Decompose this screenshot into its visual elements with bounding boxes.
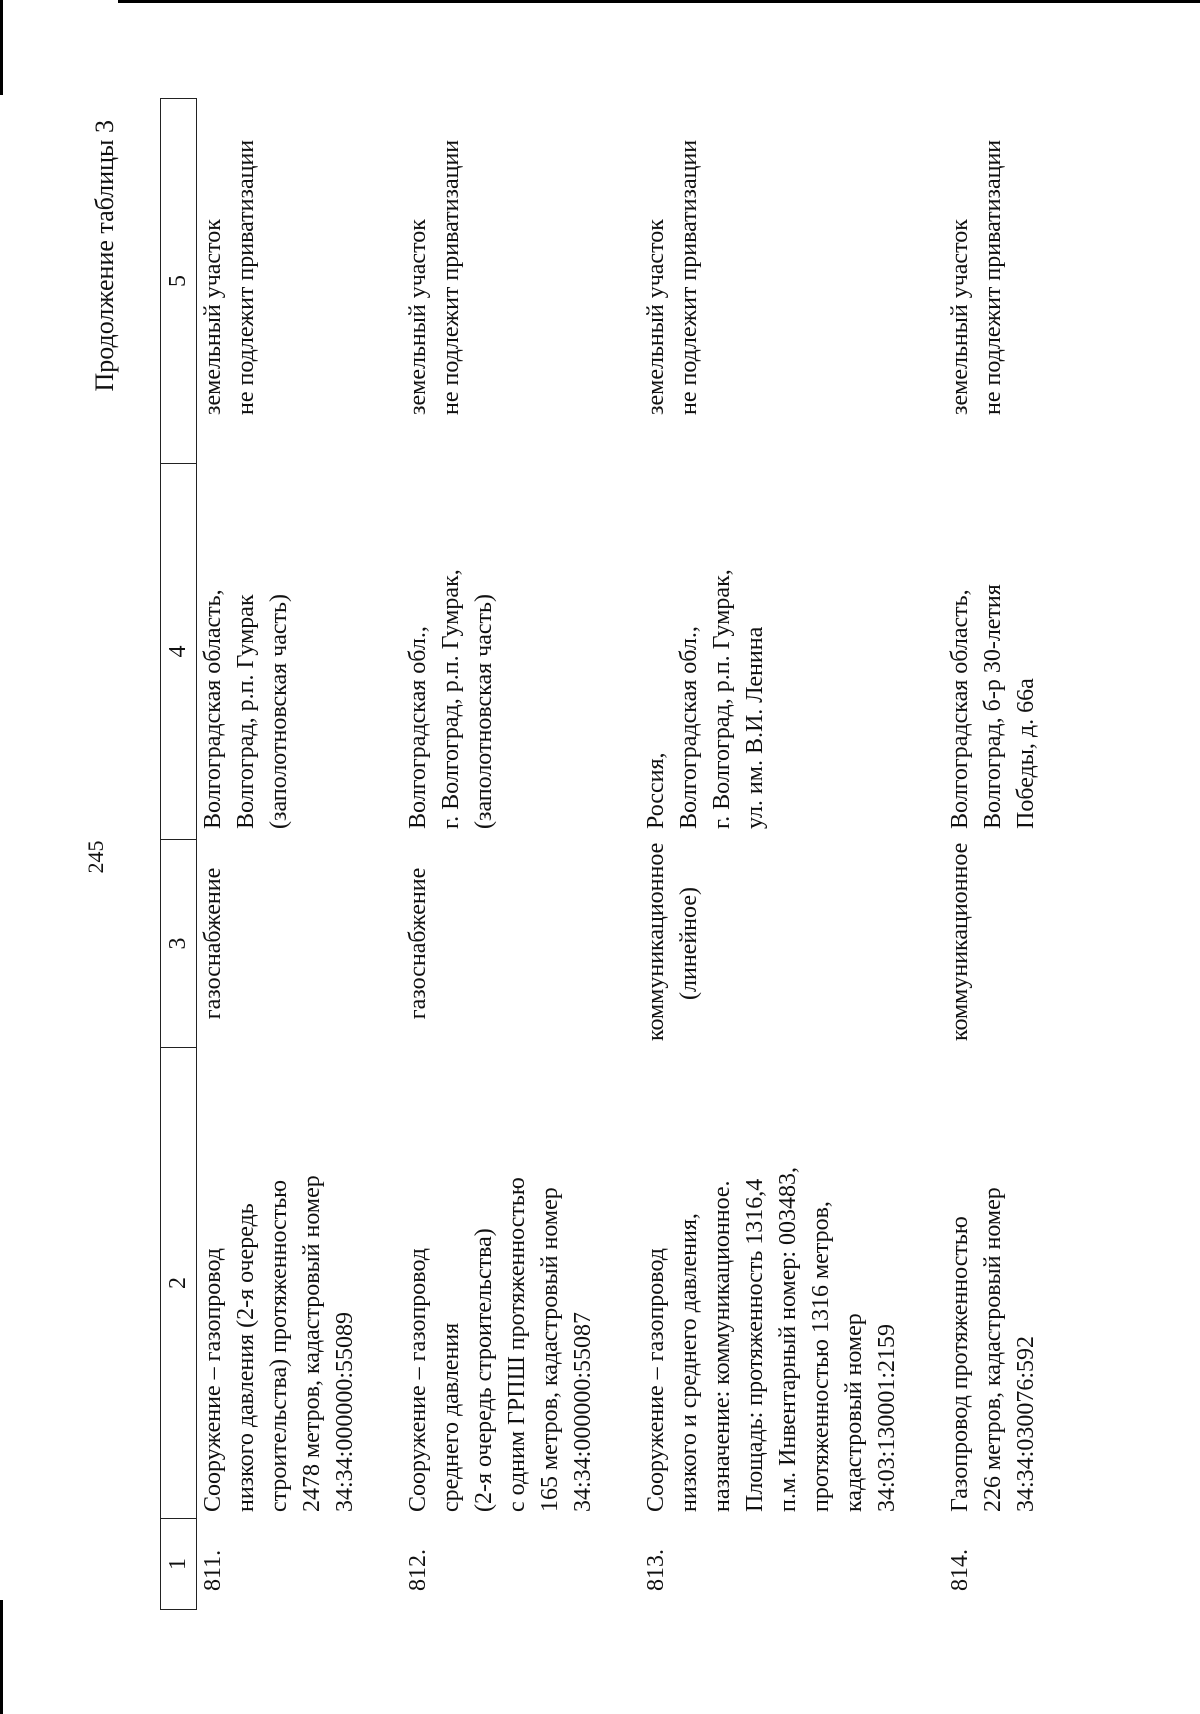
table-continuation-title: Продолжение таблицы 3 (90, 120, 119, 392)
column-header-4: 4 (161, 464, 197, 840)
object-address: Волгоградская область, Волгоград, р.п. Гумрак (заполотновская часть) (200, 589, 292, 829)
object-address: Волгоградская область, Волгоград, б-р 30-летия Победы, д. 66а (947, 584, 1039, 829)
object-note: земельный участок не подлежит приватизации (643, 139, 702, 415)
object-note: земельный участок не подлежит приватизации (947, 139, 1006, 415)
property-table (160, 98, 1083, 1610)
table-row (402, 99, 640, 1610)
object-note: земельный участок не подлежит приватизации (405, 139, 464, 415)
object-name: Сооружение – газопровод среднего давления (2-я очередь строительства) с одним ГРПШ протяженностью 165 метров, кадастровый номер 34:34:000000:55087 (405, 1177, 596, 1512)
object-purpose: газоснабжение (200, 867, 226, 1020)
object-address: Волгоградская обл., г. Волгоград, р.п. Гумрак, (заполотновская часть) (405, 569, 497, 829)
object-purpose: газоснабжение (405, 867, 431, 1020)
table-header-row (161, 99, 197, 1610)
column-header-3: 3 (161, 840, 197, 1048)
object-name: Сооружение – газопровод низкого давления (2-я очередь строительства) протяженностью 2478 метров, кадастровый номер 34:34:000000:55089 (200, 1175, 358, 1512)
row-number: 813. (643, 1549, 669, 1591)
row-number: 812. (405, 1549, 431, 1591)
object-name: Газопровод протяженностью 226 метров, кадастровый номер 34:34:030076:592 (947, 1187, 1039, 1512)
object-purpose: коммуникационное (линейное) (643, 842, 702, 1041)
table-row (944, 99, 1083, 1610)
object-name: Сооружение – газопровод низкого и среднего давления, назначение: коммуникационное. Площадь: протяженность 1316,4 п.м. Инвентарный номер: 003483, протяженностью 1316 метров, кадастровый номер 34:03:130001:2159 (643, 1166, 900, 1512)
object-purpose: коммуникационное (947, 842, 973, 1041)
row-number: 811. (200, 1549, 226, 1591)
object-address: Россия, Волгоградская обл., г. Волгоград, р.п. Гумрак, ул. им. В.И. Ленина (643, 569, 768, 829)
row-number: 814. (947, 1549, 973, 1591)
page-number: 245 (83, 840, 108, 874)
column-header-2: 2 (161, 1048, 197, 1519)
column-header-1: 1 (161, 1519, 197, 1610)
column-header-5: 5 (161, 99, 197, 464)
table-row (197, 99, 403, 1610)
object-note: земельный участок не подлежит приватизации (200, 139, 259, 415)
table-row (640, 99, 944, 1610)
